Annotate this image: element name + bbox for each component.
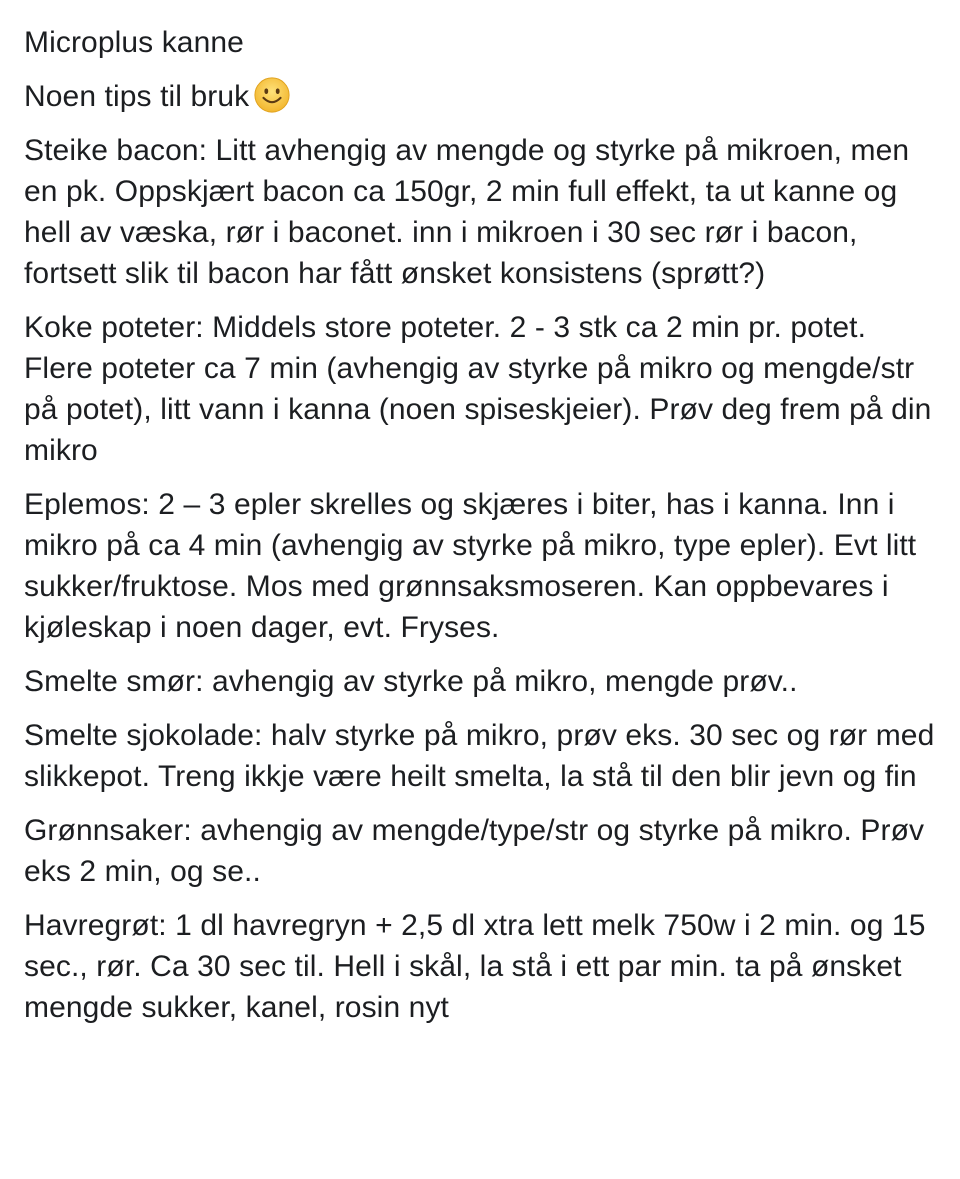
post-subtitle	[24, 76, 940, 117]
tip-sjokolade: Smelte sjokolade: halv styrke på mikro, prøv eks. 30 sec og rør med slikkepot. Treng ikkje være heilt smelta, la stå til den blir jevn og fin	[24, 719, 935, 793]
tip-poteter: Koke poteter: Middels store poteter. 2 - 3 stk ca 2 min pr. potet. Flere poteter ca 7 min (avhengig av styrke på mikro og mengde/str på potet), litt vann i kanna (noen spiseskjeier). Prøv deg frem på din mikro	[24, 311, 932, 467]
tip-gronnsaker: Grønnsaker: avhengig av mengde/type/str og styrke på mikro. Prøv eks 2 min, og se..	[24, 814, 925, 888]
tip-smor: Smelte smør: avhengig av styrke på mikro, mengde prøv..	[24, 665, 798, 698]
tip-bacon: Steike bacon: Litt avhengig av mengde og styrke på mikroen, men en pk. Oppskjært bacon ca 150gr, 2 min full effekt, ta ut kanne og hell av væska, rør i baconet. inn i mikroen i 30 sec rør i bacon, fortsett slik til bacon har fått ønsket konsistens (sprøtt?)	[24, 134, 910, 290]
post-subtitle-text: Noen tips til bruk	[24, 80, 250, 113]
smiling-face-icon	[253, 76, 291, 114]
tip-eplemos: Eplemos: 2 – 3 epler skrelles og skjæres i biter, has i kanna. Inn i mikro på ca 4 min (avhengig av styrke på mikro, type epler). Evt litt sukker/fruktose. Mos med grønnsaksmoseren. Kan oppbevares i kjøleskap i noen dager, evt. Fryses.	[24, 488, 917, 644]
post-body	[24, 22, 940, 1041]
tip-havregrot: Havregrøt: 1 dl havregryn + 2,5 dl xtra lett melk 750w i 2 min. og 15 sec., rør. Ca 30 sec til. Hell i skål, la stå i ett par min. ta på ønsket mengde sukker, kanel, rosin nyt	[24, 909, 926, 1024]
post-title: Microplus kanne	[24, 26, 244, 59]
